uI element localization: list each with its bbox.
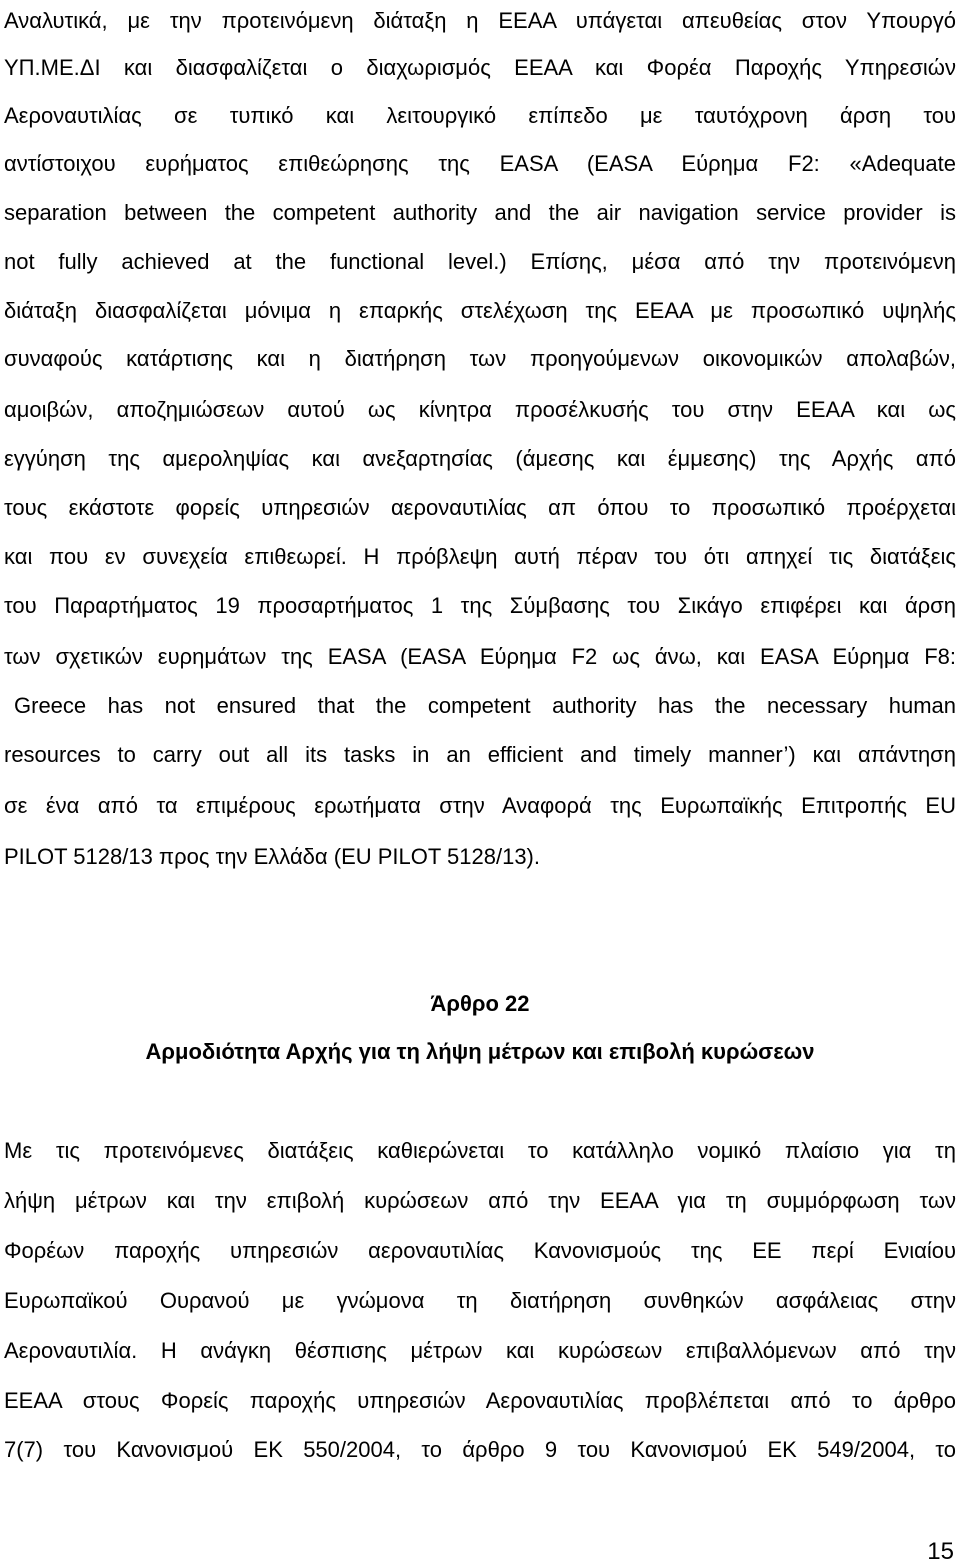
text-line: τους εκάστοτε φορείς υπηρεσιών αεροναυτιλίας απ όπου το προσωπικό προέρχεται xyxy=(4,495,956,520)
text-line: και που εν συνεχεία επιθεωρεί. Η πρόβλεψη αυτή πέραν του ότι απηχεί τις διατάξεις xyxy=(4,544,956,569)
text-line: Αεροναυτιλίας σε τυπικό και λειτουργικό επίπεδο με ταυτόχρονη άρση του xyxy=(4,103,956,128)
text-line: των σχετικών ευρημάτων της EASA (EASA Εύρημα F2 ως άνω, και EASA Εύρημα F8: xyxy=(4,644,956,669)
text-line: separation between the competent authority and the air navigation service provider is xyxy=(4,200,956,225)
text-line: 7(7) του Κανονισμού ΕΚ 550/2004, το άρθρο 9 του Κανονισμού ΕΚ 549/2004, το xyxy=(4,1437,956,1462)
text-line: not fully achieved at the functional level.) Επίσης, μέσα από την προτεινόμενη xyxy=(4,249,956,274)
text-line: Φορέων παροχής υπηρεσιών αεροναυτιλίας Κανονισμούς της ΕΕ περί Ενιαίου xyxy=(4,1238,956,1263)
text-line: του Παραρτήματος 19 προσαρτήματος 1 της Σύμβασης του Σικάγο επιφέρει και άρση xyxy=(4,593,956,618)
text-line: διάταξη διασφαλίζεται μόνιμα η επαρκής στελέχωση της ΕΕΑΑ με προσωπικό υψηλής xyxy=(4,298,956,323)
text-line: εγγύηση της αμεροληψίας και ανεξαρτησίας (άμεσης και έμμεσης) της Αρχής από xyxy=(4,446,956,471)
text-line: σε ένα από τα επιμέρους ερωτήματα στην Αναφορά της Ευρωπαϊκής Επιτροπής EU xyxy=(4,793,956,818)
text-line: συναφούς κατάρτισης και η διατήρηση των προηγούμενων οικονομικών απολαβών, xyxy=(4,346,956,371)
text-line: λήψη μέτρων και την επιβολή κυρώσεων από την ΕΕΑΑ για τη συμμόρφωση των xyxy=(4,1188,956,1213)
page-number: 15 xyxy=(927,1538,954,1565)
text-line: αμοιβών, αποζημιώσεων αυτού ως κίνητρα προσέλκυσής του στην ΕΕΑΑ και ως xyxy=(4,397,956,422)
text-line: ΕΕΑΑ στους Φορείς παροχής υπηρεσιών Αεροναυτιλίας προβλέπεται από το άρθρο xyxy=(4,1388,956,1413)
text-line: Αεροναυτιλία. Η ανάγκη θέσπισης μέτρων και κυρώσεων επιβαλλόμενων από την xyxy=(4,1338,956,1363)
text-line: resources to carry out all its tasks in an efficient and timely manner’) και απάντηση xyxy=(4,742,956,767)
text-line: Με τις προτεινόμενες διατάξεις καθιερώνεται το κατάλληλο νομικό πλαίσιο για τη xyxy=(4,1138,956,1163)
article-number: Άρθρο 22 xyxy=(430,991,530,1016)
text-line: ΥΠ.ΜΕ.ΔΙ και διασφαλίζεται ο διαχωρισμός ΕΕΑΑ και Φορέα Παροχής Υπηρεσιών xyxy=(4,55,956,80)
text-line: PILOT 5128/13 προς την Ελλάδα (EU PILOT 5128/13). xyxy=(4,844,540,869)
text-line: Greece has not ensured that the competent authority has the necessary human xyxy=(14,693,956,718)
text-line: αντίστοιχου ευρήματος επιθεώρησης της EASA (EASA Εύρημα F2: «Adequate xyxy=(4,151,956,176)
text-line: Αναλυτικά, με την προτεινόμενη διάταξη η ΕΕΑΑ υπάγεται απευθείας στον Υπουργό xyxy=(4,8,956,33)
text-line: Ευρωπαϊκού Ουρανού με γνώμονα τη διατήρηση συνθηκών ασφάλειας στην xyxy=(4,1288,956,1313)
article-title: Αρμοδιότητα Αρχής για τη λήψη μέτρων και επιβολή κυρώσεων xyxy=(145,1039,815,1064)
